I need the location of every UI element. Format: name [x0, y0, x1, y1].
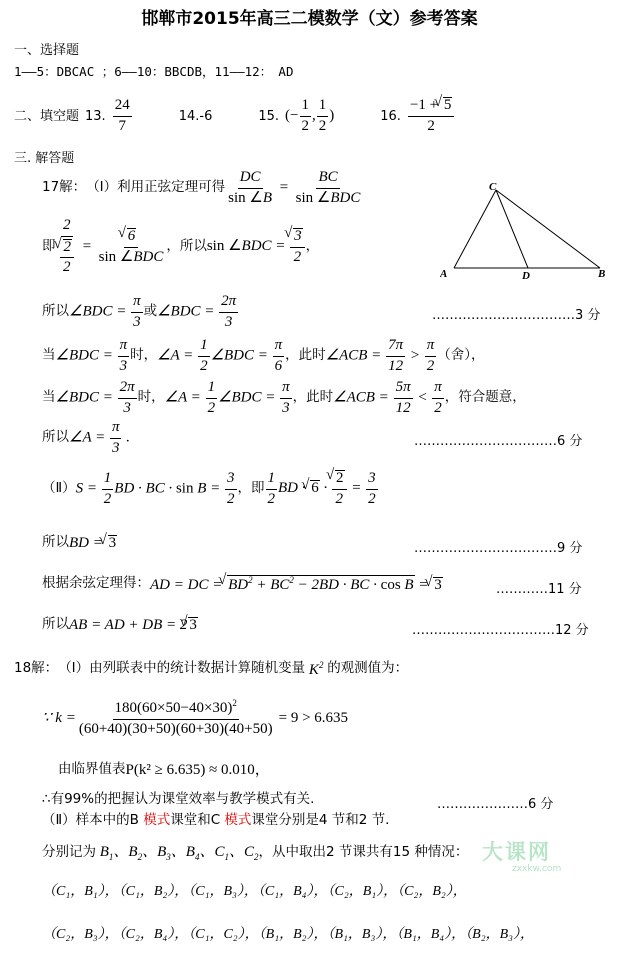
p17-line9: 根据余弦定理得： AD = DC = √ $BD^2 + BC^2 - 2BD$ · BC · cos B = √ 3 — [42, 573, 443, 595]
score-12: ……………………………12 分 — [412, 623, 589, 638]
p17-line4: 当 ∠BDC = $\frac{\pi}{3}$ 时， ∠A = $\frac{1}{2}$ ∠BDC = $\frac{\pi}{6}$ ，此时 ∠ACB = $\frac{7\pi}{12}$ > $\frac{\pi}{2}$ （舍）， — [42, 336, 485, 374]
p17-line10-a: 所以 — [42, 616, 69, 633]
label-D: D — [522, 270, 530, 280]
score-3: ……………………………3 分 — [432, 308, 601, 323]
p17-line1: 17解： （Ⅰ）利用正弦定理可得 $\frac{DC}{\sin \angle B}$ = $\frac{BC}{\text{sin ∠BDC}}$ — [42, 168, 361, 206]
p17-line8: 所以 BD = √ 3 — [42, 532, 117, 554]
k-denominator: (60+40)(30+50)(60+30)(40+50) — [78, 720, 273, 737]
p17-part2: （Ⅱ） — [42, 480, 76, 497]
p18-critical-b: P(k² ≥ 6.635) ≈ 0.010， — [125, 761, 270, 778]
p17-line5-c: ，符合题意， — [444, 389, 526, 406]
score-6: ……………………………6 分 — [414, 434, 583, 449]
p17-part1: （Ⅰ）利用正弦定理可得 — [86, 179, 226, 196]
p18-combos-row2: （C₂，B₃），（C₂，B₄），（C₁，C₂），（B₁，B₂），（B₁，B₃），（B₁，B₄），（B₂，B₃）， — [42, 927, 535, 942]
p18-list: 分别记为 $B_1$、$B_2$、$B_3$、$B_4$、$C_1$、$C_2$ ，从中取出2 节课共有15 种情况： — [42, 843, 469, 862]
label-B: B — [598, 268, 606, 280]
p17-line5: 当 ∠BDC = $\frac{2\pi}{3}$ 时， ∠A = $\frac{1}{2}$ ∠BDC = $\frac{\pi}{3}$ ，此时 ∠ACB = $\frac{5\pi}{12}$ < $\frac{\pi}{2}$ ，符合题意， — [42, 378, 526, 416]
label-C: C — [489, 181, 497, 193]
p17-line4-time: 时， — [130, 347, 158, 364]
p17-line5-time: 时， — [137, 389, 165, 406]
p17-line4-b: ，此时 — [285, 347, 326, 364]
label-A: A — [440, 268, 448, 280]
p17-line6-a: 所以 — [42, 429, 69, 446]
p17-line5-a: 当 — [42, 389, 56, 406]
score-9: ……………………………9 分 — [414, 541, 583, 556]
p18-critical-a: 由临界值表 — [58, 761, 126, 778]
p18-list-b: ，从中取出2 节课共有15 种情况： — [258, 844, 469, 861]
q14-answer: 14.-6 — [178, 108, 213, 124]
p18-part1: （Ⅰ）由列联表中的统计数据计算随机变量 — [58, 660, 306, 677]
p18-list-a: 分别记为 — [42, 844, 96, 861]
p18-label: 18解： — [14, 660, 59, 677]
q13-label: 13. — [85, 108, 106, 124]
p17-line9-a: 根据余弦定理得： — [42, 575, 150, 592]
p17-line7: （Ⅱ） S = $\frac{1}{2}$ BD · BC · sin B = $\frac{3}{2}$ ，即 $\frac{1}{2}$ BD · √ 6 · √ $\frac{2}{2}$ = $\frac{3}{2}$ — [42, 466, 379, 512]
section-choice-heading: 一、选择题 — [14, 43, 80, 58]
k-result: = 9 > 6.635 — [278, 709, 349, 726]
p18-part2-c: 课堂分别是4 节和2 节. — [251, 812, 390, 828]
score-11: …………11 分 — [496, 582, 582, 597]
q16-label: 16. — [380, 108, 401, 124]
p17-line4-a: 当 — [42, 347, 56, 364]
watermark-url: zxxkw.com — [512, 864, 562, 874]
p18-part2 — [42, 814, 389, 828]
k-numerator: 180(60×50−40×30) — [114, 699, 233, 716]
q15-answer: (− $\frac{1}{2}$ , $\frac{1}{2}$ ) — [285, 96, 335, 134]
fill-blank-row — [14, 96, 455, 136]
triangle-figure — [440, 180, 610, 280]
p17-line8-a: 所以 — [42, 534, 69, 551]
p18-part1-b: 的观测值为： — [327, 660, 409, 677]
p18-conclusion: ∴有99%的把握认为课堂效率与教学模式有关. — [42, 791, 315, 807]
p17-line3: 所以 ∠BDC = $\frac{\pi}{3}$ 或 ∠BDC = $\frac{2\pi}{3}$ — [42, 292, 237, 330]
p17-line6: 所以 ∠A = $\frac{\pi}{3}$ . — [42, 418, 130, 456]
score-p18-6: …………………6 分 — [437, 797, 554, 812]
section-fill-heading: 二、填空题 — [14, 108, 80, 124]
p18-combos-row1: （C₁，B₁），（C₁，B₂），（C₁，B₃），（C₁，B₄），（C₂，B₁），（C₂，B₂）， — [42, 884, 467, 899]
p17-line4-c: （舍）， — [437, 347, 485, 364]
p18-k-formula: ∵ k = $\frac{180(60\times 50-40\times 30)^2}{(60+40)(30+50)(60+30)(40+50)}$ = 9 > 6.635 — [42, 697, 349, 737]
page-title: 邯郸市2015年高三二模数学（文）参考答案 — [141, 9, 478, 29]
section-solve-heading: 三. 解答题 — [14, 151, 75, 166]
p18-line1: 18解： （Ⅰ）由列联表中的统计数据计算随机变量 $K^2$ 的观测值为： — [14, 659, 409, 678]
p17-line10: 所以 AB = AD + DB = 2√ 3 — [42, 614, 198, 636]
p18-part2-red1: 模式 — [143, 812, 171, 828]
p17-line2: 即 2 √ $\frac{2}{2}$ = √ $\frac{6}{\text{sin ∠BDC}}$ ，所以 sin ∠BDC = √ $\frac{3}{2}$ ， — [42, 216, 319, 278]
p17-line5-b: ，此时 — [292, 389, 334, 406]
p17-line3-or: 或 — [143, 303, 158, 320]
q16-answer: $\frac{-1 + √ 5}{2}$ — [408, 97, 454, 135]
p18-part2-a: （Ⅱ）样本中的B — [42, 812, 144, 828]
choice-answers: 1——5：DBCAC ；6——10：BBCDB，11——12： AD — [14, 64, 294, 79]
p17-line2-mid: ，所以 — [166, 238, 207, 255]
p18-part2-red2: 模式 — [224, 812, 252, 828]
p18-part2-b: 课堂和C — [170, 812, 225, 828]
watermark-logo: 大课网 — [482, 840, 551, 864]
p17-line7-mid: ，即 — [237, 480, 265, 497]
q15-label: 15. — [258, 108, 280, 124]
q13-answer: $\frac{24}{7}$ — [114, 96, 130, 134]
p18-critical — [58, 760, 270, 780]
p17-line3-a: 所以 — [42, 303, 69, 320]
p17-label: 17解： — [42, 179, 87, 196]
